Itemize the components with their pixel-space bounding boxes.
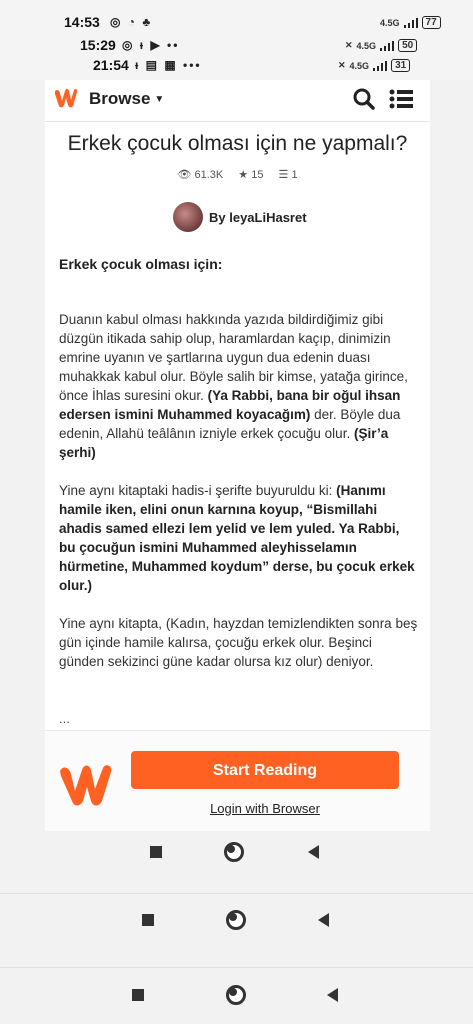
home-circle-icon[interactable] [226,910,246,930]
back-triangle-icon[interactable] [322,985,342,1005]
paragraph-bold: (Hanımı hamile iken, elini onun karnına koyup, “Bismillahi ahadis samed ellezi lem yelid ve lem yuled. Ya Rabbi, bu çocuğun ismini Muhammed aleyhisselamın hürmetine, Muhammed koydum” derse, bu çocuk erkek olur.) [59,483,415,593]
top-bar [45,80,430,118]
square-icon[interactable] [138,910,158,930]
network-label: 4.5G [356,40,377,51]
back-triangle-icon[interactable] [303,842,323,862]
header-divider [45,121,430,122]
votes-stat [238,169,263,181]
battery-icon: 31 [391,59,410,72]
browse-dropdown[interactable] [89,89,164,109]
paragraph-1 [59,310,419,462]
mute-icon: ✕ [345,40,353,50]
start-reading-button[interactable]: Start Reading [131,751,399,789]
battery-icon: 77 [422,16,441,29]
content-ellipsis: ... [59,711,70,726]
views-stat [177,169,223,181]
browse-label: Browse [89,89,151,108]
divider [0,893,473,894]
views-count: 61.3K [194,169,224,181]
navigation-bar-2 [0,900,473,940]
eye-icon: 👁 [177,169,192,181]
votes-count: 15 [251,169,264,181]
author-name: By leyaLiHasret [209,209,307,225]
square-icon[interactable] [146,842,166,862]
story-title: Erkek çocuk olması için ne yapmalı? [67,132,408,155]
paragraph-text: Yine aynı kitaptaki hadis-i şerifte buyuruldu ki: [59,483,337,498]
reading-cta [45,730,430,831]
signal-icon [373,61,387,71]
list-icon: ☰ [278,169,289,181]
paragraph-bold: (Ya Rabbi, bana bir oğul ihsan edersen ismini Muhammed koyacağım) [59,388,401,422]
back-triangle-icon[interactable] [313,910,333,930]
notification-icons: ◎ ᵻ ▶ •• [122,38,180,52]
home-circle-icon[interactable] [226,985,246,1005]
parts-count: 1 [291,169,298,181]
avatar [173,202,203,232]
status-bar-2 [0,37,473,59]
navigation-bar-3 [0,975,473,1015]
parts-stat [279,169,298,181]
signal-icon [404,18,418,28]
menu-list-icon[interactable] [389,88,413,110]
status-time: 21:54 [93,57,129,73]
search-icon[interactable] [353,88,375,110]
battery-icon: 50 [398,39,417,52]
home-circle-icon[interactable] [224,842,244,862]
notification-icons: ᵻ ▤ ▦ ••• [135,58,202,72]
signal-icon [380,41,394,51]
status-bars [0,0,473,80]
wattpad-logo-icon[interactable] [53,87,79,109]
story-content [59,255,419,690]
navigation-bar-1 [0,832,473,872]
paragraph-bold: (Şir’a şerhi) [59,426,389,460]
chevron-down-icon: ▼ [154,94,165,106]
status-time: 14:53 [64,14,100,30]
status-bar-3 [0,57,473,79]
story-page [45,80,430,745]
paragraph-3: Yine aynı kitapta, (Kadın, hayzdan temizlendikten sonra beş gün içinde hamile kalırsa, çocuğu erkek olur. Beşinci günden sekizinci güne kadar olursa kız olur) deniyor. [59,616,418,669]
mute-icon: ✕ [338,60,346,70]
status-bar-1 [0,14,473,36]
content-heading: Erkek çocuk olması için: [59,256,223,272]
star-icon: ★ [238,169,249,181]
paragraph-text: Duanın kabul olması hakkında yazıda bildirdiğimiz gibi düzgün itikada sahip olup, haramlardan kaçıp, dinimizin emrine uyanın ve şartlarına uygun dua edenin duası muhakkak kabul olur. Böyle salih bir kimse, yatağa girince, önce İhlas suresini okur. [59,312,408,403]
login-with-browser-link[interactable]: Login with Browser [210,801,320,816]
author-link[interactable] [173,202,307,232]
network-label: 4.5G [349,60,370,71]
story-stats [45,168,430,181]
paragraph-text: der. Böyle dua edenin, Allahü teâlânın izniyle erkek çocuğu olur. [59,407,401,441]
square-icon[interactable] [128,985,148,1005]
paragraph-2 [59,481,419,595]
notification-icons: ◎ ◔ ♣ [110,15,153,29]
network-label: 4.5G [380,17,400,28]
wattpad-logo-icon [57,761,119,809]
divider [0,967,473,968]
status-time: 15:29 [80,37,116,53]
